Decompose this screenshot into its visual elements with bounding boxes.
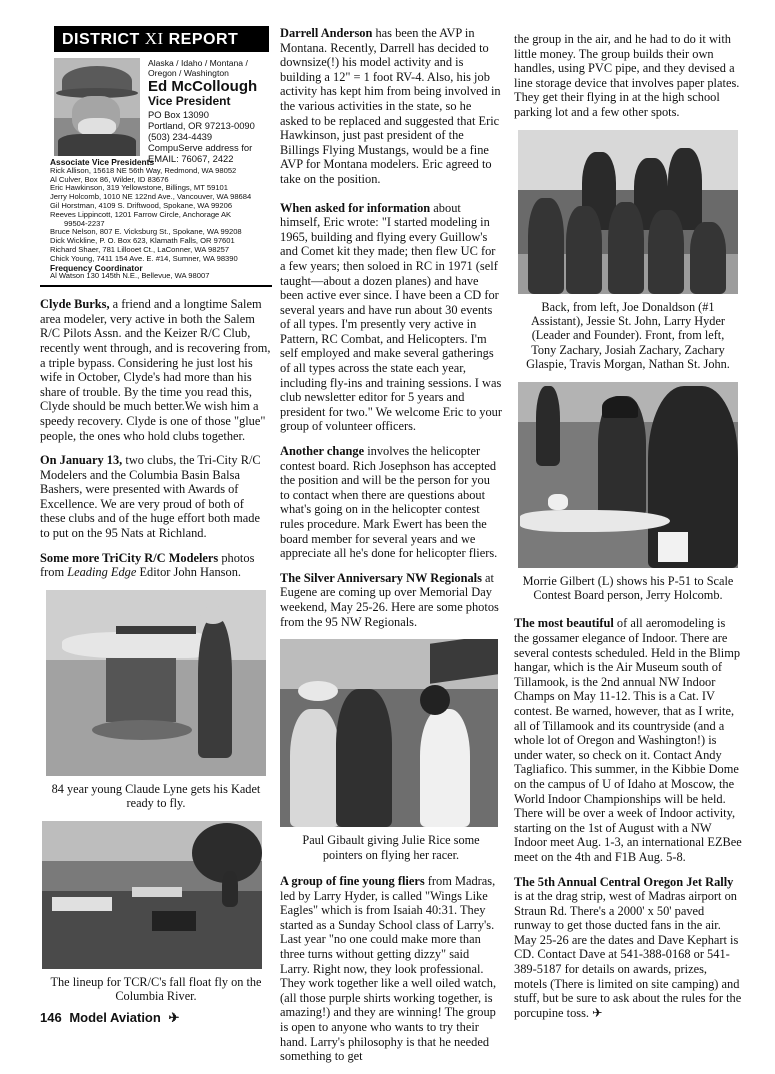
body-text: at Eugene are coming up over Memorial Day weekend, May 25-26. Here are some photos from the 95 NW Regionals. xyxy=(280,570,499,629)
paragraph-darrell-anderson xyxy=(280,26,502,187)
column-2 xyxy=(280,26,502,1074)
vp-phone: (503) 234-4439 xyxy=(148,131,213,142)
paragraph-clyde-burks xyxy=(40,297,272,443)
lead-in: The most beautiful xyxy=(514,616,614,631)
paragraph-tricity-photos xyxy=(40,551,272,580)
photo-claude-lyne xyxy=(46,590,266,776)
body-text: a friend and a longtime Salem area modeler, very active in both the Salem R/C Pilots Assn. and the Keizer R/C Club, recently went through, and is recovering from, a triple bypass. Considering he just lost his wife in October, Clyde's had more than his share of trouble. By the time you read this, Clyde should be much better.We wish him a speedy recovery. Clyde is one of those "glue" people, the ones who hold clubs together. xyxy=(40,297,271,443)
paragraph-nw-regionals xyxy=(280,571,502,629)
paragraph-january-13 xyxy=(40,453,272,541)
lead-in: Another change xyxy=(280,444,365,459)
vp-name: Ed McCollough xyxy=(148,78,258,95)
associate-line: Reeves Lippincott, 1201 Farrow Circle, Anchorage AK xyxy=(50,209,232,219)
body-text: about himself, Eric wrote: "I started modeling in 1965, building and flying every Guillow's and Comet kit they made; then flew UC for a few years; then soloed in RC in 1971 (self taught—about a dozen planes) and have been active ever since. I have been a CD for several years and have run about 30 events of all types. I'm presently very active in Pattern, RC Combat, and Helicopters. I'm self employed and make several gatherings of all types across the state each year, including fly-ins and training sessions. I was club newsletter editor for 5 years and president for two." We welcome Eric to your group of volunteer officers. xyxy=(280,200,502,434)
associate-line: Eric Hawkinson, 319 Yellowstone, Billings, MT 59101 xyxy=(50,183,228,193)
lead-in: A group of fine young fliers xyxy=(280,873,425,888)
photo-paul-gibault xyxy=(280,639,498,827)
associate-line: Bruce Nelson, 807 E. Vicksburg St., Spokane, WA 99208 xyxy=(50,227,242,237)
caption-float-fly: The lineup for TCR/C's fall float fly on the Columbia River. xyxy=(50,974,262,1004)
lead-in: When asked for information xyxy=(280,200,431,215)
column-3 xyxy=(514,32,742,1030)
body-text: two clubs, the Tri-City R/C Modelers and the Columbia Basin Balsa Bashers, were presented with Awards of Excellence. We are very proud of both of these clubs and of the huge effort both made to put on the 95 Nats at Richland. xyxy=(40,453,261,541)
paragraph-indoor xyxy=(514,616,742,864)
column-1 xyxy=(40,26,272,1013)
associate-line: 99504-2237 xyxy=(64,218,105,228)
body-text: photos from xyxy=(40,550,255,580)
photo-float-fly-lineup xyxy=(42,821,262,969)
paragraph-group-continued xyxy=(514,32,742,120)
caption-wings-like-eagles: Back, from left, Joe Donaldson (#1 Assistant), Jessie St. John, Larry Hyder (Leader and Founder). Front, from left, Tony Zachary, Josiah Zachary, Zachary Glaspie, Travis Morgan, Nathan St. John. xyxy=(526,299,730,372)
body-text: the group in the air, and he had to do it with little money. The group builds their own handles, using PVC pipe, and they devised a line storage device that involves paper plates. They get their flying in at the high school parking lot and a few other spots. xyxy=(514,32,740,119)
associate-line: Al Culver, Box 86, Wilder, ID 83676 xyxy=(50,174,169,184)
paragraph-jet-rally xyxy=(514,875,742,1021)
lead-in: On January 13, xyxy=(40,453,123,468)
associate-line: Rick Allison, 15618 NE 56th Way, Redmond, WA 98052 xyxy=(50,165,237,175)
associate-line: Chick Young, 7411 154 Ave. E. #14, Sumner, WA 98390 xyxy=(50,253,238,263)
vp-info xyxy=(148,58,268,164)
paragraph-eric-info xyxy=(280,201,502,435)
airplane-icon: ✈ xyxy=(168,1010,180,1025)
vp-address xyxy=(148,109,268,164)
header-part2: REPORT xyxy=(163,31,239,48)
body-text: from Madras, led by Larry Hyder, is called "Wings Like Eagles" which is from Isaiah 40:31. They started as a Sunday School class of Larry's. Last year "no one could make more than three turns without getting dizzy" said Larry. Right now, they look professional. They work together like a well oiled watch, (all those purple shirts working together, is amazing!) and they are winning! The group is open to anyone who wants to try their hand. Larry's philosophy is that he needed something to get xyxy=(280,873,497,1064)
frequency-line: Al Watson 130 145th N.E., Bellevue, WA 98007 xyxy=(50,271,210,281)
caption-paul-gibault: Paul Gibault giving Julie Rice some pointers on flying her racer. xyxy=(302,833,480,862)
lead-in: Clyde Burks, xyxy=(40,297,110,312)
body-text: involves the helicopter contest board. Rich Josephson has accepted the position and will be the person for you to contact when there are questions about what's going on in the helicopter contest rules procedure. Mark Ewert has been the board member for several years and we appreciate all he's done for helicopter fliers. xyxy=(280,444,498,561)
page-footer xyxy=(40,1010,179,1026)
district-report-header xyxy=(54,26,269,52)
body-text: of all aeromodeling is the gossamer elegance of Indoor. There are several contests scheduled. Held in the Blimp hangar, which is the Air Museum south of Tillamook, is the 2nd annual NW Indoor Champs on May 11-12. This is a Cat. IV contest. Be warned, however, that as I write, all of Tillamook and its countryside (and a whole lot of Oregon and Washington!) is under water, so check on it. Contact Andy Tagliafico. This summer, in the Kibbie Dome on the campus of U of Idaho at Moscow, the World Indoor Championships will be held. There will be over a week of Indoor activity, starting on the 1st of August with a NW Indoor meet Aug. 1-3, an international EZBee meet on the 4th and F1B Aug. 5-8. xyxy=(514,616,742,864)
frequency-heading: Frequency Coordinator xyxy=(50,262,143,273)
publication-name: Leading Edge xyxy=(67,565,137,580)
associate-line: Richard Shaer, 781 Lillooet Ct., LaConner, WA 98257 xyxy=(50,244,230,254)
associate-line: Jerry Holcomb, 1010 NE 122nd Ave., Vancouver, WA 98684 xyxy=(50,192,252,202)
caption-morrie-gilbert: Morrie Gilbert (L) shows his P-51 to Scale Contest Board person, Jerry Holcomb. xyxy=(522,573,734,602)
lead-in: The Silver Anniversary NW Regionals xyxy=(280,570,482,585)
vp-states: Alaska / Idaho / Montana / Oregon / Washington xyxy=(148,58,248,78)
body-text: Editor John Hanson. xyxy=(136,565,241,580)
lead-in: Some more TriCity R/C Modelers xyxy=(40,550,219,565)
associate-line: Dick Wickline, P. O. Box 623, Klamath Falls, OR 97601 xyxy=(50,236,235,246)
vp-address-line: PO Box 13090 xyxy=(148,109,209,120)
paragraph-helicopter-board xyxy=(280,444,502,561)
associates-heading: Associate Vice Presidents xyxy=(50,157,155,167)
associate-line: Gil Horstman, 4109 S. Driftwood, Spokane, WA 99206 xyxy=(50,200,233,210)
header-part1: DISTRICT xyxy=(62,31,145,48)
caption-claude-lyne: 84 year young Claude Lyne gets his Kadet ready to fly. xyxy=(51,781,261,811)
vp-portrait-photo xyxy=(54,58,140,156)
photo-wings-like-eagles-group xyxy=(518,130,738,294)
photo-morrie-gilbert-p51 xyxy=(518,382,738,568)
lead-in: The 5th Annual Central Oregon Jet Rally xyxy=(514,874,734,889)
vp-email-label: CompuServe address for xyxy=(148,142,253,153)
vp-title: Vice President xyxy=(148,94,231,108)
page-number: 146 xyxy=(40,1010,62,1025)
header-roman: XI xyxy=(144,29,164,48)
body-text: is at the drag strip, west of Madras airport on Straun Rd. There's a 2000' x 50' paved runway to get those ducted fans in the air. May 25-26 are the dates and Dave Kephart is CD. Contact Dave at 541-388-0168 or 541-389-5187 for details on awards, prizes, motels (There is limited on site camping) and stuff, but be sure to ask about the rules for the porcupine toss. ✈ xyxy=(514,889,742,1020)
magazine-name: Model Aviation xyxy=(69,1010,161,1025)
associate-vps-list xyxy=(50,158,272,281)
vp-address-line: Portland, OR 97213-0090 xyxy=(148,120,255,131)
paragraph-young-fliers xyxy=(280,874,502,1064)
lead-in: Darrell Anderson xyxy=(280,26,373,40)
vp-email: EMAIL: 76067, 2422 xyxy=(148,153,234,164)
header-divider xyxy=(40,285,272,287)
body-text: has been the AVP in Montana. Recently, Darrell has decided to downsize(!) his model activity and is building a 12" = 1 foot RV-4. Also, his job activity has kept him from being involved in the various activities in the state, so he asked to be replaced and suggested that Eric Hawkinson, just past president of the Billings Flying Mustangs, would be a fine AVP for Montana modelers. Eric agreed to take on the position. xyxy=(280,26,501,186)
